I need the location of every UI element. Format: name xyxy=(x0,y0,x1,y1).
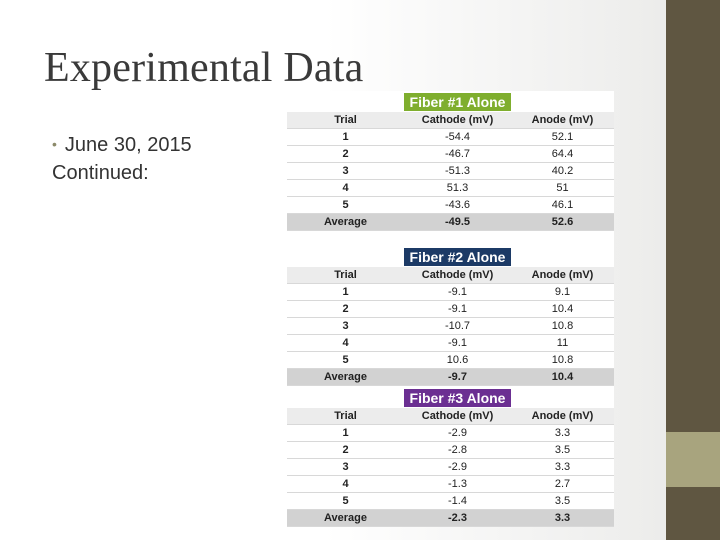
table-row xyxy=(287,180,614,197)
table-row xyxy=(287,146,614,163)
cell: 10.8 xyxy=(551,320,574,332)
cell: 4 xyxy=(342,182,349,194)
bullet-line xyxy=(52,130,192,159)
cell: -51.3 xyxy=(444,165,471,177)
col-cathode: Cathode (mV) xyxy=(421,114,494,126)
col-anode: Anode (mV) xyxy=(531,269,594,281)
cell: 10.4 xyxy=(551,371,574,383)
cell: Average xyxy=(323,216,367,228)
cell: Average xyxy=(323,512,367,524)
cell: Average xyxy=(323,371,367,383)
cell: 51 xyxy=(556,182,569,194)
cell: 52.1 xyxy=(551,131,574,143)
table-average-row xyxy=(287,510,614,527)
bullet-text xyxy=(52,130,192,187)
cell: 2 xyxy=(342,303,349,315)
cell: -9.7 xyxy=(448,371,467,383)
cell: 3 xyxy=(342,165,349,177)
cell: -9.1 xyxy=(448,286,467,298)
cell: 52.6 xyxy=(551,216,574,228)
col-anode: Anode (mV) xyxy=(531,410,594,422)
cell: -9.1 xyxy=(448,337,467,349)
cell: 3.3 xyxy=(554,461,571,473)
table-row xyxy=(287,335,614,352)
table-average-row xyxy=(287,214,614,231)
fiber2-label: Fiber #2 Alone xyxy=(404,248,511,266)
col-cathode: Cathode (mV) xyxy=(421,269,494,281)
table-row xyxy=(287,425,614,442)
cell: 2 xyxy=(342,444,349,456)
fiber2-table xyxy=(287,246,614,386)
col-cathode: Cathode (mV) xyxy=(421,410,494,422)
table-column-headers xyxy=(287,112,614,129)
col-trial: Trial xyxy=(334,410,357,422)
table-column-headers xyxy=(287,408,614,425)
fiber3-table xyxy=(287,387,614,527)
cell: -2.8 xyxy=(448,444,467,456)
bullet-date: June 30, 2015 xyxy=(64,134,192,156)
cell: 10.8 xyxy=(551,354,574,366)
table-row xyxy=(287,352,614,369)
cell: -43.6 xyxy=(444,199,471,211)
cell: 4 xyxy=(342,478,349,490)
table-header xyxy=(287,246,614,267)
cell: 11 xyxy=(556,337,569,349)
cell: 5 xyxy=(342,495,349,507)
table-row xyxy=(287,301,614,318)
continued-label: Continued: xyxy=(52,162,149,184)
right-accent-block xyxy=(666,432,720,487)
fiber1-label: Fiber #1 Alone xyxy=(404,93,511,111)
slide-title: Experimental Data xyxy=(44,45,364,91)
table-row xyxy=(287,318,614,335)
cell: 1 xyxy=(342,427,349,439)
table-row xyxy=(287,459,614,476)
cell: 2 xyxy=(342,148,349,160)
cell: 5 xyxy=(342,199,349,211)
fiber1-table xyxy=(287,91,614,231)
col-trial: Trial xyxy=(334,269,357,281)
table-header xyxy=(287,387,614,408)
cell: 10.6 xyxy=(446,354,469,366)
cell: 10.4 xyxy=(551,303,574,315)
data-tables-image xyxy=(287,91,614,524)
table-row xyxy=(287,442,614,459)
cell: 3.5 xyxy=(554,444,571,456)
cell: -2.3 xyxy=(448,512,467,524)
table-row xyxy=(287,129,614,146)
cell: 3.5 xyxy=(554,495,571,507)
col-anode: Anode (mV) xyxy=(531,114,594,126)
table-row xyxy=(287,163,614,180)
cell: 1 xyxy=(342,131,349,143)
cell: 5 xyxy=(342,354,349,366)
cell: -49.5 xyxy=(444,216,471,228)
cell: 51.3 xyxy=(446,182,469,194)
cell: 3 xyxy=(342,320,349,332)
cell: -2.9 xyxy=(448,427,467,439)
cell: -46.7 xyxy=(444,148,471,160)
cell: 40.2 xyxy=(551,165,574,177)
table-header xyxy=(287,91,614,112)
table-row xyxy=(287,197,614,214)
cell: 3.3 xyxy=(554,427,571,439)
cell: -1.3 xyxy=(448,478,467,490)
cell: 64.4 xyxy=(551,148,574,160)
col-trial: Trial xyxy=(334,114,357,126)
cell: 4 xyxy=(342,337,349,349)
table-column-headers xyxy=(287,267,614,284)
cell: 2.7 xyxy=(554,478,571,490)
cell: -54.4 xyxy=(444,131,471,143)
cell: 1 xyxy=(342,286,349,298)
cell: -9.1 xyxy=(448,303,467,315)
cell: -1.4 xyxy=(448,495,467,507)
table-average-row xyxy=(287,369,614,386)
bullet-dot-icon: • xyxy=(52,136,57,152)
cell: 3.3 xyxy=(554,512,571,524)
cell: 46.1 xyxy=(551,199,574,211)
fiber3-label: Fiber #3 Alone xyxy=(404,389,511,407)
table-row xyxy=(287,476,614,493)
cell: -10.7 xyxy=(444,320,471,332)
cell: 3 xyxy=(342,461,349,473)
cell: -2.9 xyxy=(448,461,467,473)
cell: 9.1 xyxy=(554,286,571,298)
table-row xyxy=(287,284,614,301)
table-row xyxy=(287,493,614,510)
